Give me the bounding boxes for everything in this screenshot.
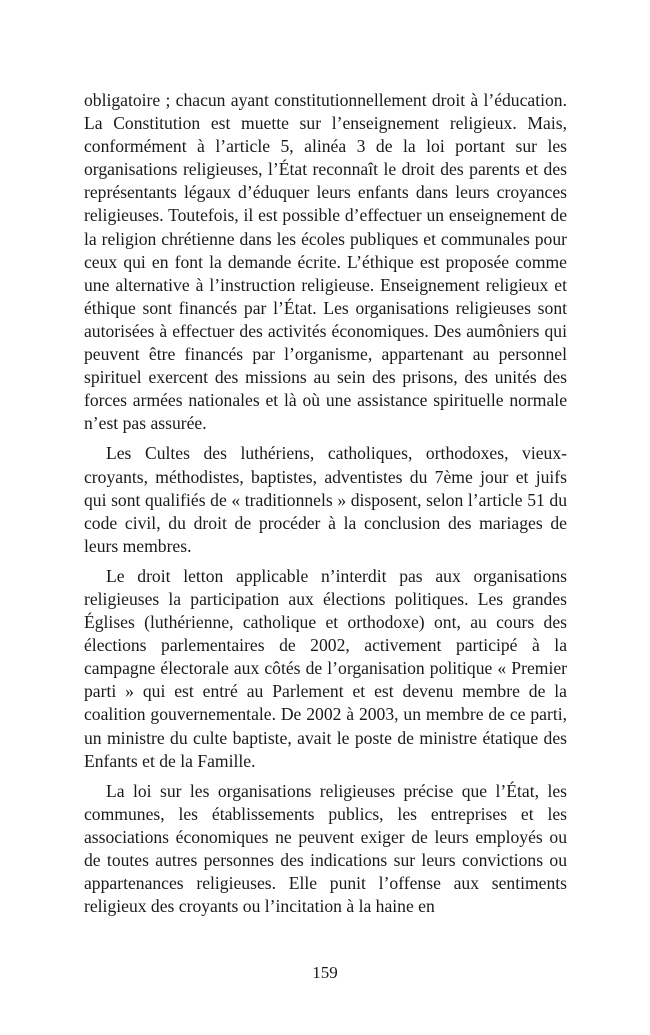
page-number: 159 [312,963,338,982]
paragraph-traditional-cults: Les Cultes des luthériens, catholiques, orthodoxes, vieux-croyants, méthodistes, baptistes, adventistes du 7ème jour et juifs qui sont qualifiés de « traditionnels » disposent, selon l’article 51 du code civil, du droit de procéder à la conclusion des mariages de leurs membres. [84,443,567,556]
paragraph-political-elections: Le droit letton applicable n’interdit pas aux organisations religieuses la participation aux élections politiques. Les grandes Églises (luthérienne, catholique et orthodoxe) ont, au cours des élections parlementaires de 2002, activement participé à la campagne électorale aux côtés de l’organisation politique « Premier parti » qui est entré au Parlement et est devenu membre de la coalition gouvernementale. De 2002 à 2003, un membre de ce parti, un ministre du culte baptiste, avait le poste de ministre étatique des Enfants et de la Famille. [84,565,567,771]
paragraph-religious-law: La loi sur les organisations religieuses précise que l’État, les communes, les établissements publics, les entreprises et les associations économiques ne peuvent exiger de leurs employés ou de toutes autres personnes des indications sur leurs convictions ou appartenances religieuses. Elle punit l’offense aux sentiments religieux des croyants ou l’incitation à la haine en [84,780,567,917]
paragraph-continuation: obligatoire ; chacun ayant constitutionnellement droit à l’éducation. La Constitution est muette sur l’enseignement religieux. Mais, conformément à l’article 5, alinéa 3 de la loi portant sur les organisations religieuses, l’État reconnaît le droit des parents et des représentants légaux d’éduquer leurs enfants dans leurs croyances religieuses. Toutefois, il est possible d’effectuer un enseignement de la religion chrétienne dans les écoles publiques et communales pour ceux qui en font la demande écrite. L’éthique est proposée comme une alternative à l’instruction religieuse. Enseignement religieux et éthique sont financés par l’État. Les organisations religieuses sont autorisées à effectuer des activités économiques. Des aumôniers qui peuvent être financés par l’organisme, appartenant au personnel spirituel exercent des missions au sein des prisons, des unités des forces armées nationales et là où une assistance spirituelle normale n’est pas assurée. [84,90,567,434]
page-body [84,89,567,918]
